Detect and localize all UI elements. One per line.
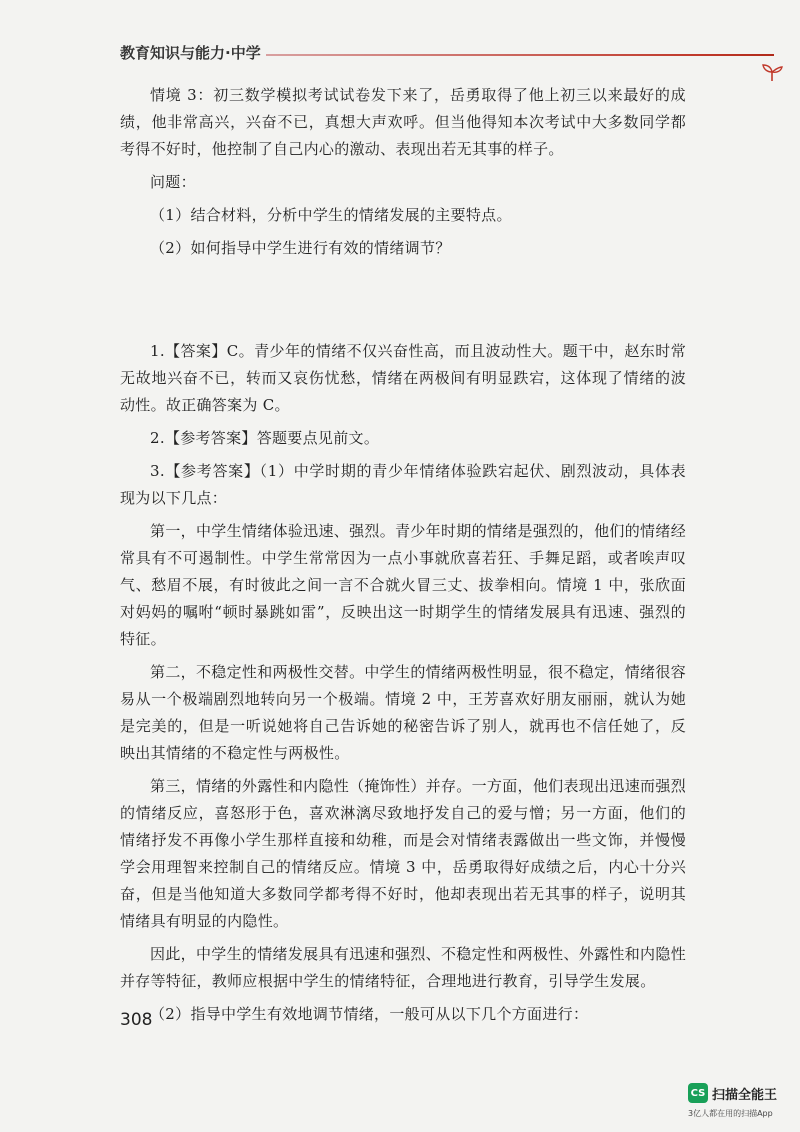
page-header xyxy=(120,42,680,72)
answer-3-intro: 3.【参考答案】（1）中学时期的青少年情绪体验跌宕起伏、剧烈波动，具体表现为以下几点： xyxy=(120,462,686,507)
scanner-watermark xyxy=(688,1083,788,1123)
question-1: （1）结合材料，分析中学生的情绪发展的主要特点。 xyxy=(150,206,512,224)
book-title: 教育知识与能力·中学 xyxy=(120,44,261,62)
answer-2: 2.【参考答案】答题要点见前文。 xyxy=(150,429,380,447)
scenario-3: 情境 3：初三数学模拟考试试卷发下来了，岳勇取得了他上初三以来最好的成绩，他非常高兴，兴奋不已，真想大声欢呼。但当他得知本次考试中大多数同学都考得不好时，他控制了自己内心的激动、表现出若无其事的样子。 xyxy=(120,86,686,158)
page-number: 308 xyxy=(120,1010,153,1030)
watermark-tagline: 3亿人都在用的扫描App xyxy=(688,1109,773,1118)
camscanner-logo-icon: CS xyxy=(688,1083,708,1103)
point-second: 第二，不稳定性和两极性交替。中学生的情绪两极性明显，很不稳定，情绪很容易从一个极端剧烈地转向另一个极端。情境 2 中，王芳喜欢好朋友丽丽，就认为她是完美的，但是一听说她将自己告诉她的秘密告诉了别人，就再也不信任她了，反映出其情绪的不稳定性与两极性。 xyxy=(120,663,686,762)
question-block xyxy=(120,82,686,268)
point-third: 第三，情绪的外露性和内隐性（掩饰性）并存。一方面，他们表现出迅速而强烈的情绪反应，喜怒形于色，喜欢淋漓尽致地抒发自己的爱与憎；另一方面，他们的情绪抒发不再像小学生那样直接和幼稚，而是会对情绪表露做出一些文饰，并慢慢学会用理智来控制自己的情绪反应。情境 3 中，岳勇取得好成绩之后，内心十分兴奋，但是当他知道大多数同学都考得不好时，他却表现出若无其事的样子，说明其情绪具有明显的内隐性。 xyxy=(120,777,686,930)
answer-1: 1.【答案】C。青少年的情绪不仅兴奋性高，而且波动性大。题干中，赵东时常无故地兴奋不已，转而又哀伤忧愁，情绪在两极间有明显跌宕，这体现了情绪的波动性。故正确答案为 C。 xyxy=(120,342,686,414)
questions-label: 问题： xyxy=(150,173,196,191)
header-rule xyxy=(266,54,774,56)
sprout-icon xyxy=(760,64,784,82)
point-first: 第一，中学生情绪体验迅速、强烈。青少年时期的情绪是强烈的，他们的情绪经常具有不可遏制性。中学生常常因为一点小事就欣喜若狂、手舞足蹈，或者唉声叹气、愁眉不展，有时彼此之间一言不合就火冒三丈、拔拳相向。情境 1 中，张欣面对妈妈的嘱咐“顿时暴跳如雷”，反映出这一时期学生的情绪发展具有迅速、强烈的特征。 xyxy=(120,522,686,648)
answer-block xyxy=(120,338,686,1034)
part-2-intro: （2）指导中学生有效地调节情绪，一般可从以下几个方面进行： xyxy=(150,1005,589,1023)
question-2: （2）如何指导中学生进行有效的情绪调节？ xyxy=(150,239,451,257)
conclusion: 因此，中学生的情绪发展具有迅速和强烈、不稳定性和两极性、外露性和内隐性并存等特征，教师应根据中学生的情绪特征，合理地进行教育，引导学生发展。 xyxy=(120,945,686,990)
watermark-name: 扫描全能王 xyxy=(712,1088,778,1103)
